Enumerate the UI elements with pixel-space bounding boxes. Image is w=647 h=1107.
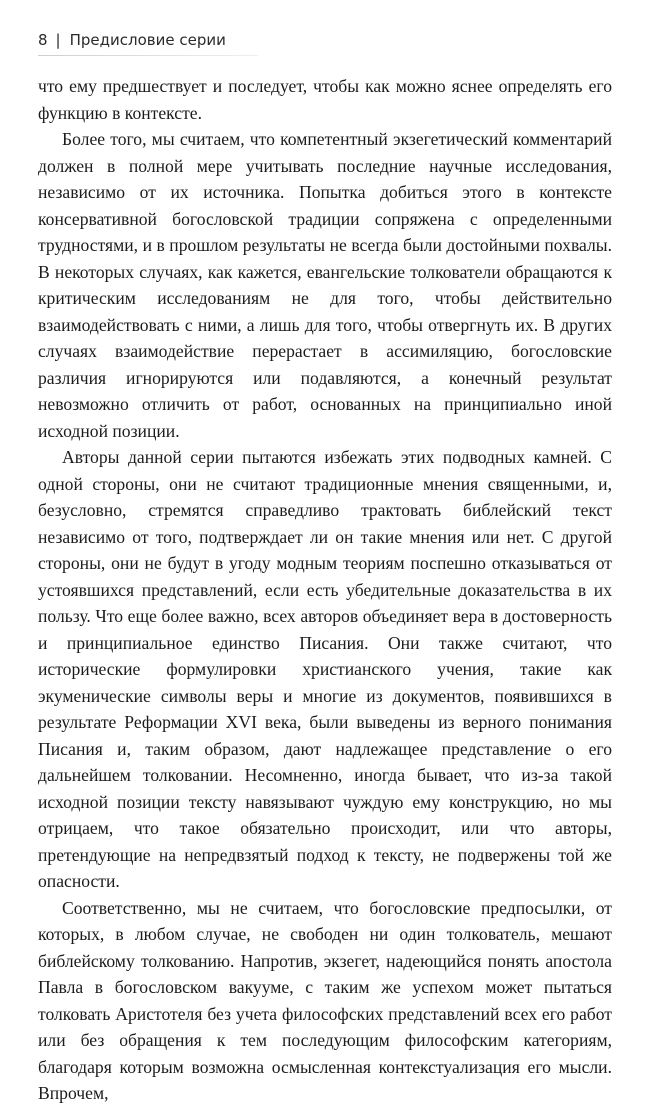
paragraph: Более того, мы считаем, что компетентный экзегетический комментарий должен в полной мере учитывать последние научные исследования, независимо от их источника. Попытка добиться этого в контексте консервативной богословской традиции сопряжена с определенными трудностями, и в прошлом результаты не всегда были достойными похвалы. В некоторых случаях, как кажется, евангельские толкователи обращаются к критическим исследованиям не для того, чтобы действительно взаимодействовать с ними, а лишь для того, чтобы отвергнуть их. В других случаях взаимодействие перерастает в ассимиляцию, богословские различия игнорируются или подавляются, а конечный результат невозможно отличить от работ, основанных на принципиально иной исходной позиции. — [38, 129, 612, 441]
paragraph-continuation: что ему предшествует и последует, чтобы как можно яснее определять его функцию в контексте. — [38, 76, 612, 123]
header-separator: | — [55, 31, 61, 49]
section-title: Предисловие серии — [69, 31, 226, 49]
running-head — [38, 30, 226, 50]
body-text — [38, 73, 612, 1107]
paragraph: Соответственно, мы не считаем, что богословские предпосылки, от которых, в любом случае, не свободен ни один толкователь, мешают библейскому толкованию. Напротив, экзегет, надеющийся понять апостола Павла в богословском вакууме, с таким же успехом может пытаться толковать Аристотеля без учета философских представлений всех его работ или без обращения к тем последующим философским категориям, благодаря которым возможна осмысленная контекстуализация его мысли. Впрочем, — [38, 897, 612, 1103]
page-number: 8 — [38, 31, 48, 49]
header-rule — [38, 55, 258, 56]
paragraph: Авторы данной серии пытаются избежать этих подводных камней. С одной стороны, они не считают традиционные мнения священными, и, безусловно, стремятся справедливо трактовать библейский текст независимо от того, подтверждает ли он такие мнения или нет. С другой стороны, они не будут в угоду модным теориям поспешно отказываться от устоявшихся представлений, если есть убедительные доказательства в их пользу. Что еще более важно, всех авторов объединяет вера в достоверность и принципиальное единство Писания. Они также считают, что исторические формулировки христианского учения, такие как экуменические символы веры и многие из документов, появившихся в результате Реформации XVI века, были выведены из верного понимания Писания и, таким образом, дают надлежащее представление о его дальнейшем толковании. Несомненно, иногда бывает, что из-за такой исходной позиции тексту навязывают чуждую ему конструкцию, но мы отрицаем, что такое обязательно происходит, или что авторы, претендующие на непредвзятый подход к тексту, не подвержены той же опасности. — [38, 447, 612, 891]
